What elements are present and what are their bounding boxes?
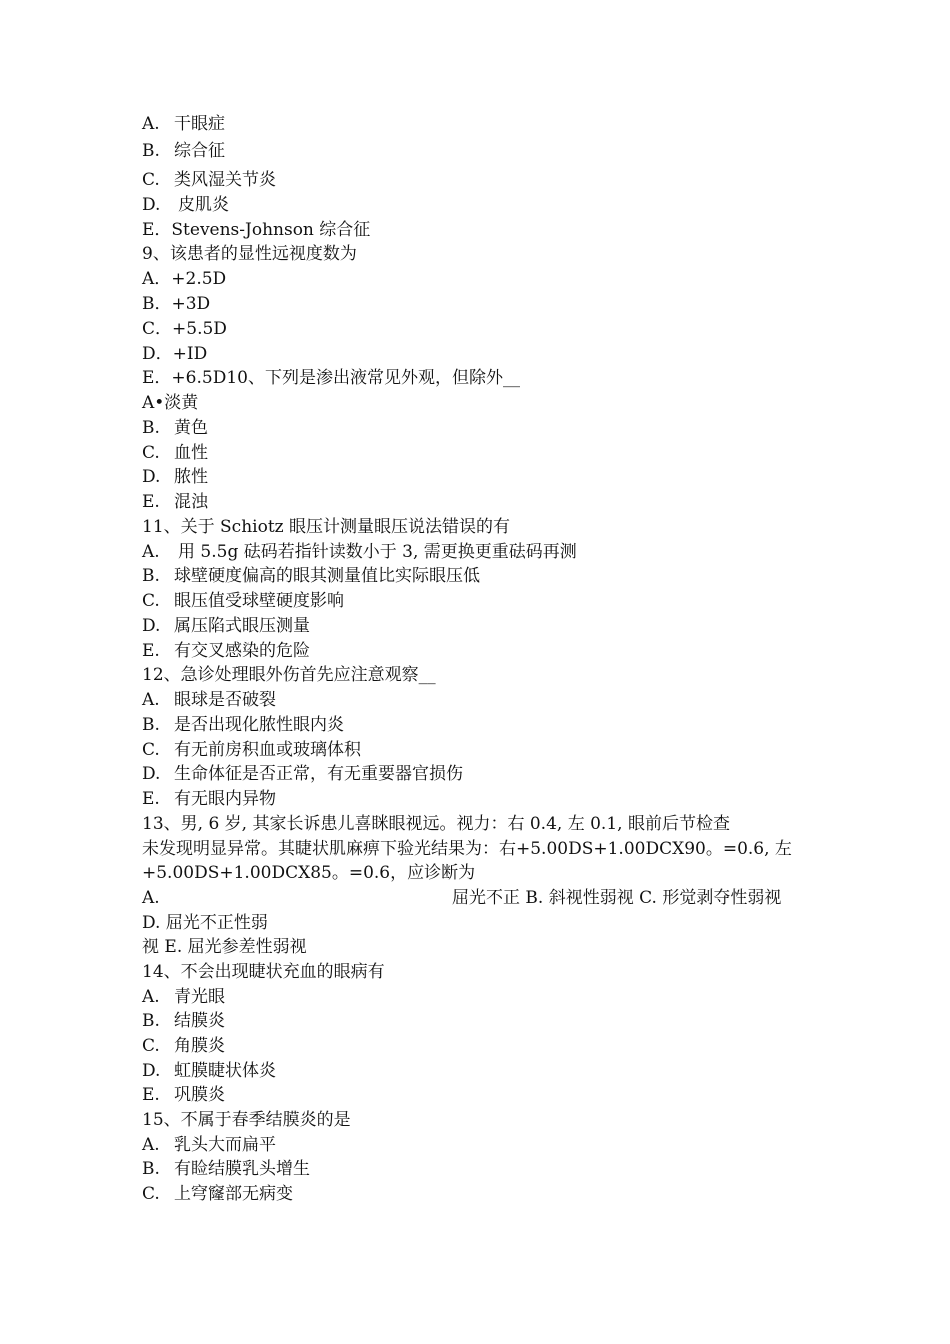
- option-line: D. 屈光不正性弱: [142, 913, 268, 933]
- option-letter: A.: [142, 690, 160, 710]
- option-text: 有无前房积血或玻璃体积: [174, 740, 361, 760]
- option-letter: E.: [142, 641, 160, 661]
- option-letter: D.: [142, 1061, 161, 1081]
- question-line: 12、急诊处理眼外伤首先应注意观察__: [142, 665, 436, 685]
- option-text: 生命体征是否正常，有无重要器官损伤: [174, 764, 463, 784]
- option-line: [142, 714, 344, 736]
- option-text: 用 5.5g 砝码若指针读数小于 3, 需更换更重砝码再测: [178, 542, 577, 562]
- option-line: [142, 986, 225, 1008]
- option-line: [142, 788, 276, 810]
- option-letter: B.: [142, 418, 160, 438]
- option-letter: E.: [142, 492, 160, 512]
- option-text: 血性: [174, 443, 208, 463]
- option-text: 黄色: [174, 418, 208, 438]
- option-line: E．Stevens-Johnson 综合征: [142, 220, 371, 240]
- option-line: [142, 466, 208, 488]
- option-letter: C.: [142, 170, 160, 190]
- option-line: A.: [142, 888, 160, 908]
- option-text: 有睑结膜乳头增生: [174, 1159, 310, 1179]
- option-line: [142, 1134, 276, 1156]
- option-line: A•淡黄: [142, 393, 199, 413]
- option-line: [142, 1183, 293, 1205]
- question-line: E．+6.5D10、下列是渗出液常见外观，但除外__: [142, 368, 520, 388]
- question-line: +5.00DS+1.00DCX85。=0.6，应诊断为: [142, 863, 476, 883]
- option-letter: E.: [142, 789, 160, 809]
- option-line: [142, 541, 577, 563]
- option-line: [142, 689, 276, 711]
- option-letter: D.: [142, 764, 161, 784]
- option-line: C．+5.5D: [142, 319, 227, 339]
- option-line: D．+ID: [142, 344, 208, 364]
- option-letter: E.: [142, 1085, 160, 1105]
- option-text: 眼球是否破裂: [174, 690, 276, 710]
- option-line: B．+3D: [142, 294, 211, 314]
- option-line: [142, 565, 480, 587]
- option-letter: C.: [142, 740, 160, 760]
- option-line: [142, 763, 463, 785]
- option-text: 脓性: [174, 467, 208, 487]
- option-text: 眼压值受球壁硬度影响: [174, 591, 344, 611]
- question-line: 13、男, 6 岁, 其家长诉患儿喜眯眼视远。视力：右 0.4, 左 0.1, 眼前后节检查: [142, 814, 730, 834]
- option-line: [142, 640, 310, 662]
- option-text: 巩膜炎: [174, 1085, 225, 1105]
- option-letter: B.: [142, 141, 160, 161]
- option-text: 混浊: [174, 492, 208, 512]
- option-text: 有交叉感染的危险: [174, 641, 310, 661]
- option-text: 乳头大而扁平: [174, 1135, 276, 1155]
- option-line: A．+2.5D: [142, 269, 227, 289]
- question-line: 9、该患者的显性远视度数为: [142, 244, 357, 264]
- option-text: 属压陷式眼压测量: [174, 616, 310, 636]
- option-line: [142, 113, 225, 135]
- option-letter: A.: [142, 114, 160, 134]
- option-letter: A.: [142, 987, 160, 1007]
- option-line: [142, 1010, 225, 1032]
- option-text: 结膜炎: [174, 1011, 225, 1031]
- option-text: 类风湿关节炎: [174, 170, 276, 190]
- question-line: 未发现明显异常。其睫状肌麻痹下验光结果为：右+5.00DS+1.00DCX90。=0.6, 左: [142, 839, 792, 859]
- option-text: 是否出现化脓性眼内炎: [174, 715, 344, 735]
- option-letter: C.: [142, 443, 160, 463]
- option-letter: B.: [142, 1159, 160, 1179]
- option-letter: C.: [142, 591, 160, 611]
- option-text: 上穹窿部无病变: [174, 1184, 293, 1204]
- option-line: [142, 442, 208, 464]
- option-line: [142, 1035, 225, 1057]
- option-letter: D.: [142, 616, 161, 636]
- question-line: 11、关于 Schiotz 眼压计测量眼压说法错误的有: [142, 517, 511, 537]
- option-line: [142, 140, 225, 162]
- option-letter: C.: [142, 1184, 160, 1204]
- option-letter: D.: [142, 467, 161, 487]
- option-line: [142, 590, 344, 612]
- question-line: 14、不会出现睫状充血的眼病有: [142, 962, 385, 982]
- question-line: 15、不属于春季结膜炎的是: [142, 1110, 351, 1130]
- option-text: 虹膜睫状体炎: [174, 1061, 276, 1081]
- option-text: 干眼症: [174, 114, 225, 134]
- option-letter: B.: [142, 715, 160, 735]
- option-line: [142, 1158, 310, 1180]
- option-line: [142, 739, 361, 761]
- option-line: 视 E. 屈光参差性弱视: [142, 937, 307, 957]
- option-line: [142, 1084, 225, 1106]
- option-line: [142, 615, 310, 637]
- option-line: [142, 194, 229, 216]
- option-text: 皮肌炎: [178, 195, 229, 215]
- option-letter: D.: [142, 195, 161, 215]
- option-text: 角膜炎: [174, 1036, 225, 1056]
- option-letter: A.: [142, 1135, 160, 1155]
- option-letter: B.: [142, 566, 160, 586]
- option-letter: B.: [142, 1011, 160, 1031]
- option-text: 青光眼: [174, 987, 225, 1007]
- option-letter: A.: [142, 542, 160, 562]
- option-text: 球壁硬度偏高的眼其测量值比实际眼压低: [174, 566, 480, 586]
- option-line: [142, 1060, 276, 1082]
- option-line: [142, 491, 208, 513]
- option-line: [142, 417, 208, 439]
- option-line-continuation: 屈光不正 B. 斜视性弱视 C. 形觉剥夺性弱视: [452, 888, 782, 908]
- option-text: 综合征: [174, 141, 225, 161]
- option-letter: C.: [142, 1036, 160, 1056]
- option-line: [142, 169, 276, 191]
- option-text: 有无眼内异物: [174, 789, 276, 809]
